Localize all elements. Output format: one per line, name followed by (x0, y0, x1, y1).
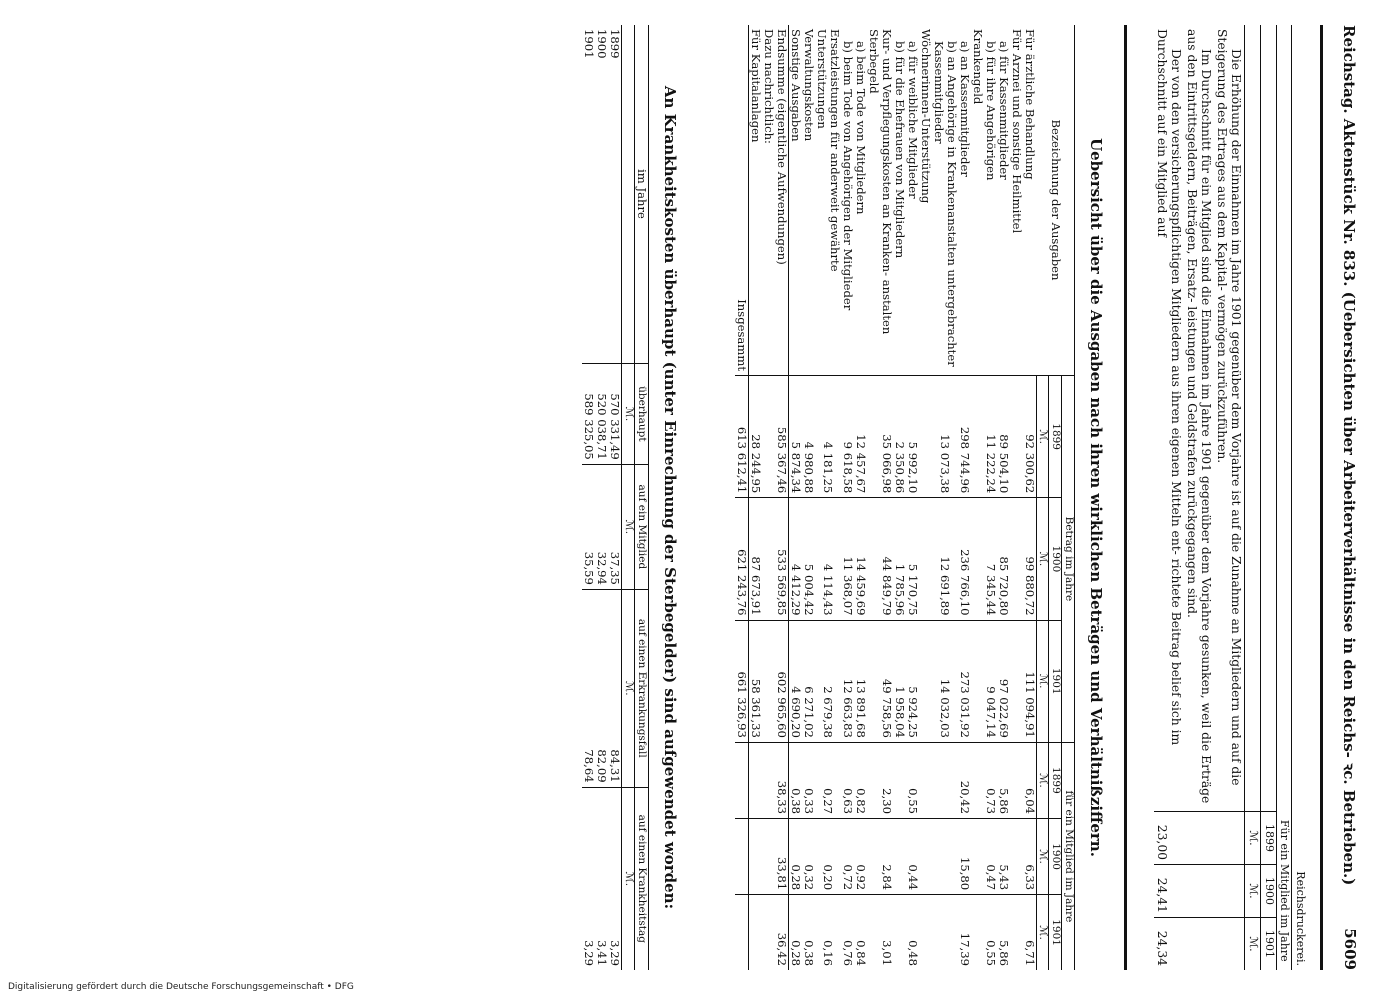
unit: ℳ. (622, 464, 635, 589)
table-row (854, 25, 867, 970)
value-cell: 37,35 (608, 464, 621, 589)
amount-cell: 602 965,60 (775, 620, 788, 742)
per-member-cell: 0,63 (841, 742, 854, 818)
per-member-cell: 2,84 (880, 819, 893, 895)
per-member-cell (893, 819, 906, 895)
per-member-cell: 36,42 (775, 895, 788, 970)
amount-cell (971, 620, 984, 742)
col-per-case: auf einen Erkrankungsfall (635, 589, 649, 787)
row-label: b) beim Tode von Angehörigen der Mitglieder (840, 41, 855, 311)
per-member-cell: 0,55 (984, 895, 997, 970)
amount-cell: 613 612,41 (735, 376, 748, 498)
amount-cell: 5 874,34 (789, 376, 802, 498)
per-member-cell (932, 895, 958, 970)
unit: ℳ. (1036, 819, 1049, 895)
row-label: a) beim Tode von Mitgliedern (853, 41, 868, 215)
amount-cell: 236 766,10 (958, 498, 971, 620)
amount-cell: 298 744,96 (958, 376, 971, 498)
row-label: Endsumme (eigentliche Aufwendungen) (775, 29, 790, 265)
per-member-cell: 0,44 (906, 819, 919, 895)
per-member-cell (867, 742, 880, 818)
paragraph: Die Erhöhung der Einnahmen im Jahre 1901 gegenüber dem Vorjahre ist auf die Zunahme an Mitgliedern und auf die Steigerung des Ertrages aus dem Kapital- vermögen zurückzuführen. (1215, 29, 1244, 786)
col-per-member: auf ein Mitglied (635, 464, 649, 589)
per-member-cell (1010, 895, 1023, 970)
header-rule (1320, 25, 1323, 970)
table-row (815, 25, 841, 970)
value-cell: 78,64 (582, 589, 595, 787)
per-member-cell (919, 819, 932, 895)
table-row (582, 25, 595, 970)
row-label: Dazu nachrichtlich: (762, 29, 777, 144)
amount-cell: 28 244,95 (749, 376, 762, 498)
amount-cell (919, 620, 932, 742)
per-member-cell: 0,76 (841, 895, 854, 970)
amount-cell: 5 170,75 (906, 498, 919, 620)
per-member-cell (735, 895, 748, 970)
row-label: Insgesammt (735, 299, 750, 371)
page-number: 5609 (1341, 928, 1359, 970)
amount-cell: 85 720,80 (997, 498, 1010, 620)
row-label: a) für Kassenmitglieder (996, 41, 1011, 180)
per-member-cell (919, 895, 932, 970)
table-row (802, 25, 815, 970)
table-row (1023, 25, 1036, 970)
per-member-cell: 5,86 (997, 742, 1010, 818)
amount-cell: 2 350,86 (893, 376, 906, 498)
row-label: b) für die Ehefrauen von Mitgliedern (892, 41, 907, 259)
value-cell: 3,41 (595, 787, 608, 970)
value-cell: 24,41 (1154, 865, 1184, 918)
per-member-cell: 17,39 (958, 895, 971, 970)
amount-cell: 661 326,93 (735, 620, 748, 742)
amount-cell: 14 032,03 (932, 620, 958, 742)
amount-cell: 4 114,43 (815, 498, 841, 620)
table-row (880, 25, 893, 970)
per-member-cell (749, 742, 762, 818)
amount-cell (919, 498, 932, 620)
per-member-cell (735, 742, 748, 818)
amount-cell: 4 980,88 (802, 376, 815, 498)
table-row (1010, 25, 1023, 970)
amount-cell (867, 620, 880, 742)
amount-cell (1010, 498, 1023, 620)
table-row (984, 25, 997, 970)
per-member-cell: 0,33 (802, 742, 815, 818)
year-1899: 1899 (1049, 376, 1062, 498)
year-1901: 1901 (1049, 620, 1062, 742)
amount-cell: 4 181,25 (815, 376, 841, 498)
illness-costs-table (582, 25, 649, 970)
table-row (762, 25, 775, 970)
expenses-table (735, 25, 1075, 970)
row-label: Verwaltungskosten (802, 29, 817, 142)
dfg-notice: Digitalisierung gefördert durch die Deutsche Forschungsgemeinschaft • DFG (8, 982, 354, 992)
amount-cell: 5 004,42 (802, 498, 815, 620)
per-member-cell (971, 742, 984, 818)
row-year: 1899 (608, 29, 623, 59)
per-member-cell: 0,28 (789, 819, 802, 895)
amount-cell: 1 785,96 (893, 498, 906, 620)
amount-cell: 11 222,24 (984, 376, 997, 498)
per-member-cell: 0,73 (984, 742, 997, 818)
paragraph: Der von den versicherungspflichtigen Mitgliedern aus ihren eigenen Mitteln ent- richtete Beitrag belief sich im Durchschnitt auf ein Mitglied auf (1154, 29, 1183, 746)
per-member-cell (893, 895, 906, 970)
per-member-cell: 0,28 (789, 895, 802, 970)
value-cell: 23,00 (1154, 812, 1184, 865)
amount-cell (971, 498, 984, 620)
unit: ℳ. (1036, 620, 1049, 742)
per-member-cell (762, 819, 775, 895)
value-cell: 3,29 (608, 787, 621, 970)
table-row (775, 25, 788, 970)
per-member-cell: 0,48 (906, 895, 919, 970)
amount-cell: 9 047,14 (984, 620, 997, 742)
group-amount: Betrag im Jahre (1062, 376, 1075, 743)
table-row (997, 25, 1010, 970)
per-member-cell: 5,43 (997, 819, 1010, 895)
row-label: Kur- und Verpflegungskosten an Kranken- anstalten (879, 29, 894, 335)
year-1901: 1901 (1261, 918, 1277, 971)
year-1901: 1901 (1049, 895, 1062, 970)
amount-cell: 44 849,79 (880, 498, 893, 620)
group-label: Für ein Mitglied im Jahre (1276, 812, 1292, 971)
value-cell: 32,94 (595, 464, 608, 589)
amount-cell: 9 618,58 (841, 376, 854, 498)
amount-cell: 99 880,72 (1023, 498, 1036, 620)
amount-cell: 87 673,91 (749, 498, 762, 620)
row-year: 1901 (582, 29, 597, 59)
amount-cell: 49 758,56 (880, 620, 893, 742)
amount-cell: 7 345,44 (984, 498, 997, 620)
per-member-cell: 0,47 (984, 819, 997, 895)
per-member-cell (1010, 819, 1023, 895)
unit: ℳ. (622, 787, 635, 970)
amount-cell: 11 368,07 (841, 498, 854, 620)
per-member-cell: 0,84 (854, 895, 867, 970)
amount-cell: 12 457,67 (854, 376, 867, 498)
amount-cell: 12 691,89 (932, 498, 958, 620)
year-1899: 1899 (1049, 742, 1062, 818)
table-row (919, 25, 932, 970)
per-member-cell: 0,92 (854, 819, 867, 895)
amount-cell: 13 891,68 (854, 620, 867, 742)
per-member-cell: 6,71 (1023, 895, 1036, 970)
unit: ℳ. (1036, 376, 1049, 498)
per-member-cell: 15,80 (958, 819, 971, 895)
amount-cell: 533 569,85 (775, 498, 788, 620)
per-member-cell: 0,27 (815, 742, 841, 818)
amount-cell: 89 504,10 (997, 376, 1010, 498)
row-label: a) für weibliche Mitglieder (905, 41, 920, 199)
amount-cell: 1 958,04 (893, 620, 906, 742)
value-cell: 3,29 (582, 787, 595, 970)
row-label: b) an Angehörige in Krankenanstalten untergebrachter Kassenmitglieder (931, 41, 959, 367)
table-row (595, 25, 608, 970)
paragraph: Im Durchschnitt für ein Mitglied sind die Einnahmen im Jahre 1901 gegenüber dem Vorjahre gesunken, weil die Erträge aus den Eintrittsgeldern, Beiträgen, Ersatz- leistungen und Geldstrafen zurückgegangen sind. (1185, 29, 1214, 804)
amount-cell: 4 412,29 (789, 498, 802, 620)
table-row (608, 25, 621, 970)
amount-cell: 97 022,69 (997, 620, 1010, 742)
unit: ℳ. (1036, 895, 1049, 970)
amount-cell (919, 376, 932, 498)
section-rule (1124, 25, 1127, 970)
year-1900: 1900 (1049, 819, 1062, 895)
amount-cell: 13 073,38 (932, 376, 958, 498)
table-row (841, 25, 854, 970)
per-member-cell: 0,38 (789, 742, 802, 818)
amount-cell: 58 361,33 (749, 620, 762, 742)
per-member-cell (919, 742, 932, 818)
unit: ℳ. (622, 589, 635, 787)
table-row (971, 25, 984, 970)
amount-cell: 5 992,10 (906, 376, 919, 498)
unit: ℳ. (1036, 498, 1049, 620)
table-row (789, 25, 802, 970)
per-member-cell: 20,42 (958, 742, 971, 818)
amount-cell: 4 690,20 (789, 620, 802, 742)
per-member-cell (1010, 742, 1023, 818)
row-label: a) an Kassenmitglieder (957, 41, 972, 177)
unit: ℳ. (1245, 812, 1261, 865)
value-cell: 570 331,49 (608, 364, 621, 465)
col-head-reichsdruckerei: Reichsdruckerei. (1292, 812, 1307, 971)
per-member-cell: 38,33 (775, 742, 788, 818)
amount-cell: 585 367,46 (775, 376, 788, 498)
per-member-cell (932, 742, 958, 818)
per-member-cell (867, 819, 880, 895)
amount-cell: 273 031,92 (958, 620, 971, 742)
per-member-cell: 0,82 (854, 742, 867, 818)
unit: ℳ. (1245, 918, 1261, 971)
amount-cell (762, 498, 775, 620)
amount-cell: 5 924,25 (906, 620, 919, 742)
amount-cell (1010, 376, 1023, 498)
amount-cell (762, 620, 775, 742)
table-row (867, 25, 880, 970)
col-total: überhaupt (635, 364, 649, 465)
table-row (893, 25, 906, 970)
value-cell: 520 038,71 (595, 364, 608, 465)
amount-cell (1010, 620, 1023, 742)
value-cell: 82,09 (595, 589, 608, 787)
row-label: Für Kapitalanlagen (749, 29, 764, 143)
row-label: Wöchnerinnen-Unterstützung (918, 29, 933, 204)
table-row (932, 25, 958, 970)
unit: ℳ. (622, 364, 635, 465)
per-member-cell: 3,01 (880, 895, 893, 970)
per-member-cell: 2,30 (880, 742, 893, 818)
table-row (958, 25, 971, 970)
page-header (1339, 25, 1359, 970)
per-member-cell (932, 819, 958, 895)
table-row (749, 25, 762, 970)
value-cell: 84,31 (608, 589, 621, 787)
row-label: Sonstige Ausgaben (789, 29, 804, 142)
row-label: Ersatzleistungen für anderweit gewährte Unterstützungen (815, 29, 842, 272)
per-member-cell: 6,04 (1023, 742, 1036, 818)
amount-cell (867, 376, 880, 498)
amount-cell: 12 663,83 (841, 620, 854, 742)
unit: ℳ. (1036, 742, 1049, 818)
amount-cell: 111 094,91 (1023, 620, 1036, 742)
header-title: Reichstag. Aktenstück Nr. 833. (Uebersichten über Arbeiterverhältnisse in den Reichs- ꝛc. Betrieben.) (1340, 25, 1358, 886)
year-1900: 1900 (1049, 498, 1062, 620)
per-member-cell: 0,20 (815, 819, 841, 895)
per-member-cell: 33,81 (775, 819, 788, 895)
row-label: Für ärztliche Behandlung (1023, 29, 1037, 180)
per-member-cell: 0,16 (815, 895, 841, 970)
per-member-cell: 0,55 (906, 742, 919, 818)
per-member-cell (749, 895, 762, 970)
per-member-cell: 0,32 (802, 819, 815, 895)
per-member-cell (749, 819, 762, 895)
amount-cell (971, 376, 984, 498)
group-member: für ein Mitglied im Jahre (1062, 742, 1075, 970)
table2-title: An Krankheitskosten überhaupt (unter Einrechnung der Sterbegelder) sind aufgewendet worden: (661, 85, 679, 910)
per-member-cell: 0,72 (841, 819, 854, 895)
amount-cell: 621 243,76 (735, 498, 748, 620)
per-member-cell (971, 819, 984, 895)
amount-cell: 6 271,02 (802, 620, 815, 742)
amount-cell: 35 066,98 (880, 376, 893, 498)
col-per-day: auf einen Krankheitstag (635, 787, 649, 970)
table-row (735, 25, 748, 970)
year-1900: 1900 (1261, 865, 1277, 918)
row-label: b) für ihre Angehörigen (983, 41, 998, 181)
amount-cell (762, 376, 775, 498)
per-member-cell (971, 895, 984, 970)
row-year: 1900 (595, 29, 610, 59)
per-member-cell (762, 895, 775, 970)
amount-cell: 14 459,69 (854, 498, 867, 620)
unit: ℳ. (1245, 865, 1261, 918)
per-member-cell (893, 742, 906, 818)
per-member-cell: 0,38 (802, 895, 815, 970)
table1-title: Uebersicht über die Ausgaben nach ihren wirklichen Beträgen und Verhältnißziffern. (1087, 138, 1105, 857)
value-cell: 35,59 (582, 464, 595, 589)
per-member-cell (762, 742, 775, 818)
per-member-cell: 6,33 (1023, 819, 1036, 895)
amount-cell: 2 679,38 (815, 620, 841, 742)
amount-cell (867, 498, 880, 620)
col-desc: Bezeichnung der Ausgaben (1048, 119, 1063, 281)
row-label: Krankengeld (970, 29, 985, 105)
table-row (906, 25, 919, 970)
row-label: Sterbegeld (866, 29, 881, 94)
year-1899: 1899 (1261, 812, 1277, 865)
per-member-cell (735, 819, 748, 895)
per-member-cell: 5,86 (997, 895, 1010, 970)
amount-cell: 92 300,62 (1023, 376, 1036, 498)
income-section (1154, 25, 1307, 970)
value-cell: 589 325,05 (582, 364, 595, 465)
row-label: Für Arznei und sonstige Heilmittel (1009, 29, 1024, 234)
value-cell: 24,34 (1154, 918, 1184, 971)
per-member-cell (867, 895, 880, 970)
col-year: im Jahre (635, 25, 649, 364)
